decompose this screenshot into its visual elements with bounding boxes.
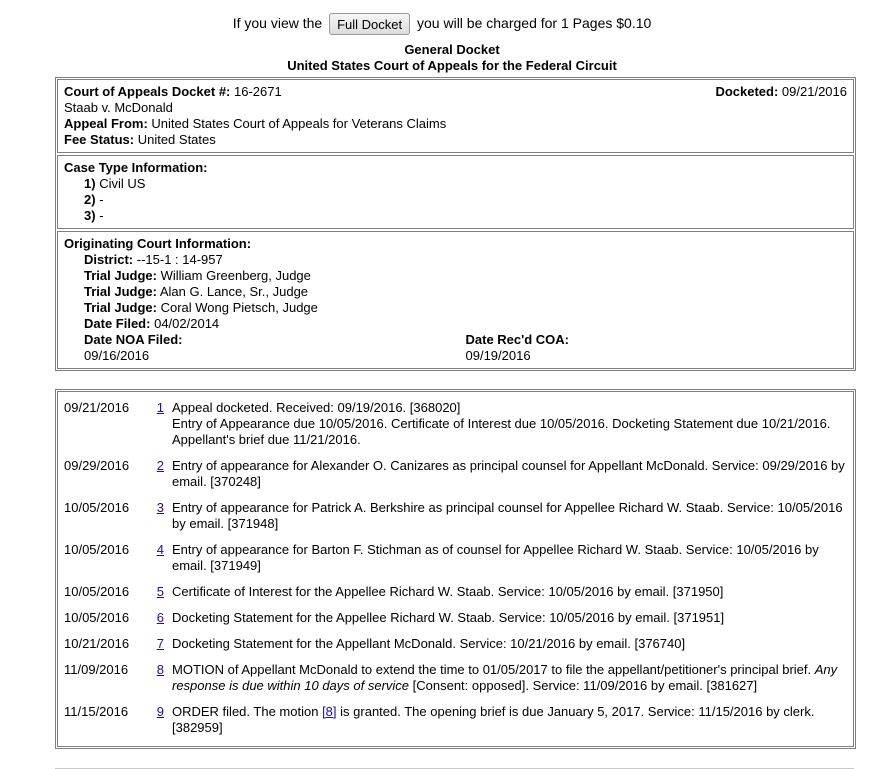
appeal-from-value: United States Court of Appeals for Veterans Claims	[151, 116, 447, 131]
case-type-item: 1) Civil US	[84, 176, 146, 191]
entry-number-link[interactable]: 3	[156, 500, 164, 515]
entry-number-link[interactable]: 4	[156, 542, 164, 557]
entry-number-link[interactable]: 6	[156, 610, 164, 625]
entry-date: 10/05/2016	[64, 542, 130, 557]
appeal-from-label: Appeal From:	[64, 116, 148, 131]
district-value: --15-1 : 14-957	[136, 252, 223, 267]
trial-judge: Trial Judge: Alan G. Lance, Sr., Judge	[84, 284, 309, 299]
entry-text: Docketing Statement for the Appellee Richard W. Staab. Service: 10/05/2016 by email. [371951]	[172, 610, 725, 625]
entry-date: 09/29/2016	[64, 458, 130, 473]
title-line-2: United States Court of Appeals for the Federal Circuit	[287, 58, 617, 73]
entry-date: 10/05/2016	[64, 584, 130, 599]
full-docket-button[interactable]: Full Docket	[329, 13, 410, 35]
table-row	[64, 584, 847, 610]
noa-label: Date NOA Filed:	[84, 332, 183, 347]
table-row	[64, 610, 847, 636]
entry-text: Entry of appearance for Barton F. Stichman as of counsel for Appellee Richard W. Staab. Service: 10/05/2016 by email. [371949]	[172, 542, 819, 573]
case-info-box	[55, 77, 856, 371]
charge-prefix: If you view the	[232, 15, 323, 31]
docketed-date: 09/21/2016	[781, 84, 847, 99]
table-row	[64, 636, 847, 662]
entry-number-link[interactable]: 8	[156, 662, 164, 677]
case-type-cell	[57, 155, 854, 229]
table-row	[64, 500, 847, 542]
recd-label: Date Rec'd COA:	[465, 332, 569, 347]
recd-value: 09/19/2016	[465, 348, 531, 363]
table-row	[64, 542, 847, 584]
entry-date: 11/09/2016	[64, 662, 129, 677]
trial-judge: Trial Judge: Coral Wong Pietsch, Judge	[84, 300, 318, 315]
entry-date: 10/05/2016	[64, 500, 130, 515]
entry-text: Certificate of Interest for the Appellee Richard W. Staab. Service: 10/05/2016 by email. [371950]	[172, 584, 724, 599]
case-header-cell	[57, 79, 854, 153]
table-row	[64, 400, 847, 458]
title-line-1: General Docket	[404, 42, 500, 57]
entry-date: 09/21/2016	[64, 400, 130, 415]
case-type-item: 3) -	[84, 208, 104, 223]
entry-text: Appeal docketed. Received: 09/19/2016. [368020] Entry of Appearance due 10/05/2016. Certificate of Interest due 10/05/2016. Docketing Statement due 10/21/2016. Appellant's brief due 11/21/2016.	[172, 400, 831, 447]
table-row	[64, 662, 847, 704]
fee-status-label: Fee Status:	[64, 132, 135, 147]
originating-court-cell	[57, 231, 854, 369]
docket-number: 16-2671	[234, 84, 282, 99]
origin-heading: Originating Court Information:	[64, 236, 252, 251]
entry-number-link[interactable]: 2	[156, 458, 164, 473]
noa-value: 09/16/2016	[84, 348, 150, 363]
entry-number-link[interactable]: 9	[156, 704, 164, 719]
entry-text: Docketing Statement for the Appellant McDonald. Service: 10/21/2016 by email. [376740]	[172, 636, 686, 651]
date-filed-value: 04/02/2014	[154, 316, 220, 331]
table-row	[64, 704, 847, 746]
response-notice: Any response is due within 10 days of service	[172, 662, 838, 693]
entry-date: 11/15/2016	[64, 704, 129, 719]
case-type-item: 2) -	[84, 192, 104, 207]
table-row	[64, 458, 847, 500]
docketed-label: Docketed:	[715, 84, 779, 99]
fee-status-value: United States	[137, 132, 216, 147]
entry-text: Entry of appearance for Patrick A. Berkshire as principal counsel for Appellee Richard W. Staab. Service: 10/05/2016 by email. [371948]	[172, 500, 843, 531]
entry-date: 10/05/2016	[64, 610, 130, 625]
page-title	[0, 42, 884, 74]
docket-entries-table	[64, 400, 847, 746]
docket-entries-cell	[57, 391, 854, 747]
motion-reference-link[interactable]: [8]	[322, 704, 337, 719]
entry-number-link[interactable]: 5	[156, 584, 164, 599]
charge-notice	[0, 12, 884, 35]
entry-text: ORDER filed. The motion [8] is granted. The opening brief is due January 5, 2017. Service: 11/15/2016 by clerk. [382959]	[172, 704, 815, 735]
case-type-heading: Case Type Information:	[64, 160, 208, 175]
trial-judge: Trial Judge: William Greenberg, Judge	[84, 268, 311, 283]
entry-number-link[interactable]: 1	[156, 400, 164, 415]
entry-number-link[interactable]: 7	[156, 636, 164, 651]
entry-text: MOTION of Appellant McDonald to extend the time to 01/05/2017 to file the appellant/petitioner's principal brief. Any response is due within 10 days of service [Consent: opposed]. Service: 11/09/2016 by email. [381627]	[172, 662, 838, 693]
docket-label: Court of Appeals Docket #:	[64, 84, 231, 99]
case-title: Staab v. McDonald	[64, 100, 173, 115]
entry-text: Entry of appearance for Alexander O. Canizares as principal counsel for Appellant McDonald. Service: 09/29/2016 by email. [370248]	[172, 458, 845, 489]
entry-date: 10/21/2016	[64, 636, 130, 651]
date-filed-label: Date Filed:	[84, 316, 151, 331]
docket-entries-box	[55, 389, 856, 749]
district-label: District:	[84, 252, 134, 267]
charge-suffix: you will be charged for 1 Pages $0.10	[417, 15, 652, 31]
